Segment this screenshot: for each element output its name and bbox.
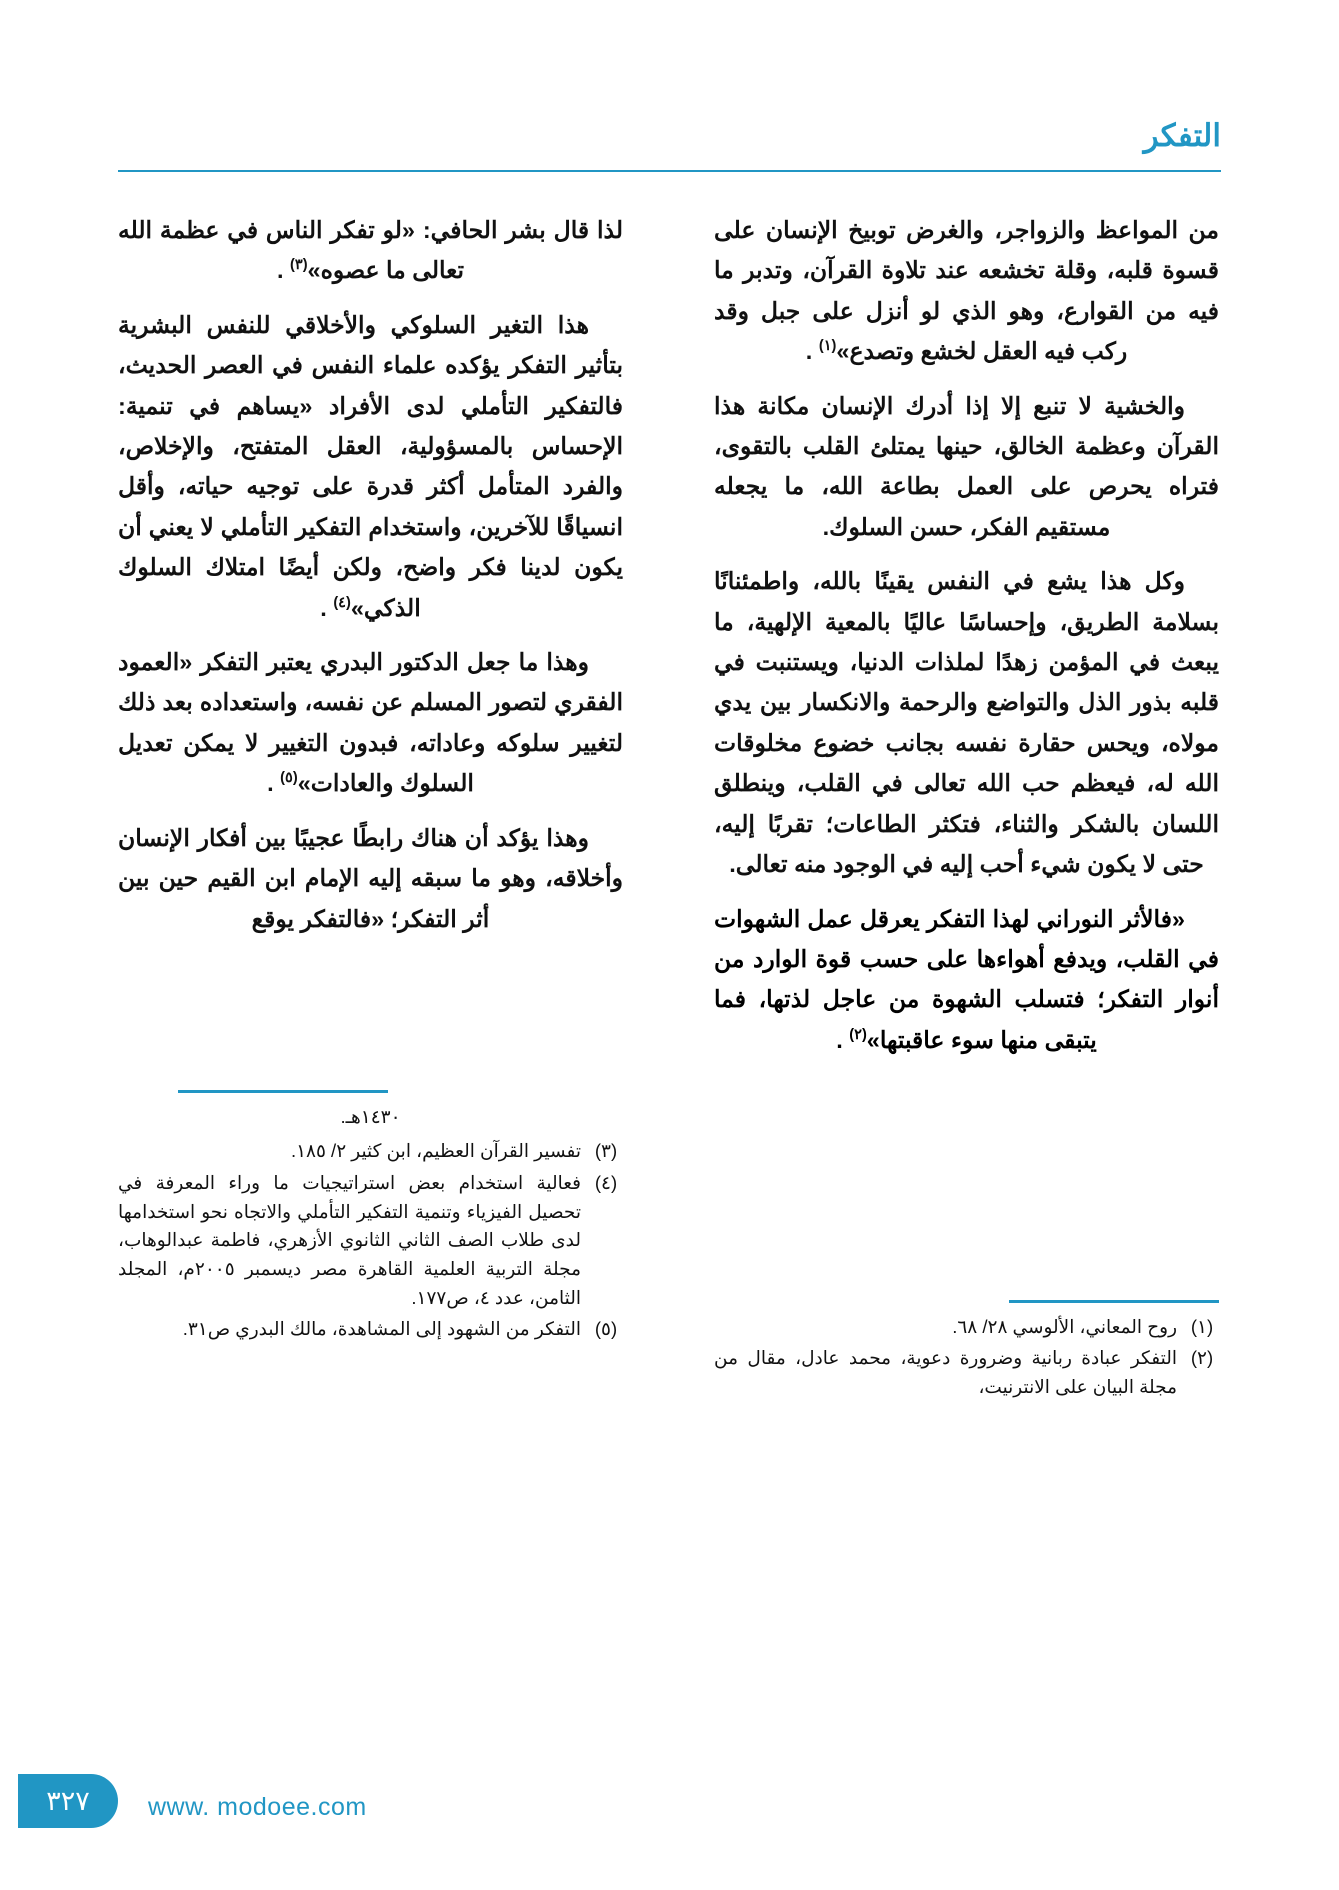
paragraph: وهذا ما جعل الدكتور البدري يعتبر التفكر «العمود الفقري لتصور المسلم عن نفسه، واستعداده بعد ذلك لتغيير سلوكه وعاداته، فبدون التغيير لا يمكن تعديل السلوك والعادات»$^{(٥)}$ . (118, 649, 623, 797)
footnote-item (118, 1315, 623, 1344)
footnote-text: التفكر من الشهود إلى المشاهدة، مالك البدري ص٣١. (182, 1318, 581, 1340)
footnote-item (714, 1313, 1219, 1342)
footnote-ref: (٥) (280, 770, 298, 787)
paragraph: وهذا يؤكد أن هناك رابطًا عجيبًا بين أفكار الإنسان وأخلاقه، وهو ما سبقه إليه الإمام ابن القيم حين بين أثر التفكر؛ «فالتفكر يوقع (118, 824, 623, 932)
paragraph: والخشية لا تنبع إلا إذا أدرك الإنسان مكانة هذا القرآن وعظمة الخالق، حينها يمتلئ القلب بالتقوى، فتراه يحرص على العمل بطاعة الله، ما يجعله مستقيم الفكر، حسن السلوك. (714, 392, 1219, 540)
footnote-number: (٢) (1190, 1347, 1214, 1369)
paragraph: وكل هذا يشع في النفس يقينًا بالله، واطمئنانًا بسلامة الطريق، وإحساسًا عاليًا بالمعية الإلهية، ما يبعث في المؤمن زهدًا لملذات الدنيا، ويستنبت في قلبه بذور الذل والتواضع والرحمة والانكسار بين يدي مولاه، ويحس حقارة نفسه بجانب خضوع مخلوقات الله له، فيعظم حب الله تعالى في القلب، وينطلق اللسان بالشكر والثناء، فتكثر الطاعات؛ تقربًا إليه، حتى لا يكون شيء أحب إليه في الوجود منه تعالى. (714, 568, 1219, 878)
page-header (118, 118, 1221, 178)
footnote-divider (1009, 1300, 1219, 1303)
footnote-item (118, 1137, 623, 1166)
footnote-continuation: ١٤٣٠هـ. (340, 1105, 401, 1127)
footnote-text: روح المعاني، الألوسي ٢٨/ ٦٨. (952, 1315, 1177, 1337)
page-number: ٣٢٧ (18, 1774, 118, 1828)
site-url[interactable]: www. modoee.com (148, 1793, 367, 1821)
footnote-ref: (٣) (290, 257, 308, 274)
footnote-item (714, 1344, 1219, 1401)
column-right (714, 210, 1219, 1074)
footnote-ref: (٢) (849, 1026, 867, 1043)
footnote-divider (178, 1090, 388, 1093)
footnotes-left (118, 1090, 623, 1347)
footnote-text: فعالية استخدام بعض استراتيجيات ما وراء المعرفة في تحصيل الفيزياء وتنمية التفكير التأملي والاتجاه نحو استخدامها لدى طلاب الصف الثاني الثانوي الأزهري، فاطمة عبدالوهاب، مجلة التربية العلمية القاهرة مصر ديسمبر ٢٠٠٥م، المجلد الثامن، عدد ٤، ص١٧٧. (118, 1171, 581, 1308)
footnote-number: (٤) (594, 1171, 618, 1193)
paragraph-highlight: «فالأثر النوراني لهذا التفكر يعرقل عمل الشهوات في القلب، ويدفع أهواءها على حسب قوة الوارد من أنوار التفكر؛ فتسلب الشهوة من عاجل لذتها، فما يتبقى منها سوء عاقبتها»$^{(٢)}$ . (714, 905, 1219, 1053)
footnote-item (118, 1169, 623, 1312)
footnote-text: التفكر عبادة ربانية وضرورة دعوية، محمد عادل، مقال من مجلة البيان على الانترنيت، (714, 1347, 1177, 1397)
column-left (118, 210, 623, 953)
paragraph: هذا التغير السلوكي والأخلاقي للنفس البشرية بتأثير التفكر يؤكده علماء النفس في العصر الحديث، فالتفكير التأملي لدى الأفراد «يساهم في تنمية: الإحساس بالمسؤولية، العقل المتفتح، والإخلاص، والفرد المتأمل أكثر قدرة على توجيه حياته، وأقل انسياقًا للآخرين، واستخدام التفكير التأملي لا يعني أن يكون لدينا فكر واضح، ولكن أيضًا امتلاك السلوك الذكي»$^{(٤)}$ . (118, 311, 623, 621)
page-footer (0, 1770, 1339, 1890)
footnote-number: (٥) (594, 1318, 618, 1340)
paragraph: من المواعظ والزواجر، والغرض توبيخ الإنسان على قسوة قلبه، وقلة تخشعه عند تلاوة القرآن، وتدبر ما فيه من القوارع، وهو الذي لو أنزل على جبل وقد ركب فيه العقل لخشع وتصدع»$^{(١)}$ . (714, 217, 1219, 365)
footnote-text: تفسير القرآن العظيم، ابن كثير ٢/ ١٨٥. (290, 1140, 581, 1162)
footnote-ref: (١) (818, 338, 837, 355)
paragraph: لذا قال بشر الحافي: «لو تفكر الناس في عظمة الله تعالى ما عصوه»$^{(٣)}$ . (118, 217, 623, 284)
header-divider (118, 170, 1221, 172)
footnote-number: (٣) (594, 1140, 618, 1162)
footnote-number: (١) (1190, 1315, 1214, 1337)
text-columns (118, 210, 1219, 1690)
page-title: التفكر (1143, 118, 1221, 153)
footnotes-right (714, 1300, 1219, 1405)
footnote-ref: (٤) (333, 594, 351, 611)
